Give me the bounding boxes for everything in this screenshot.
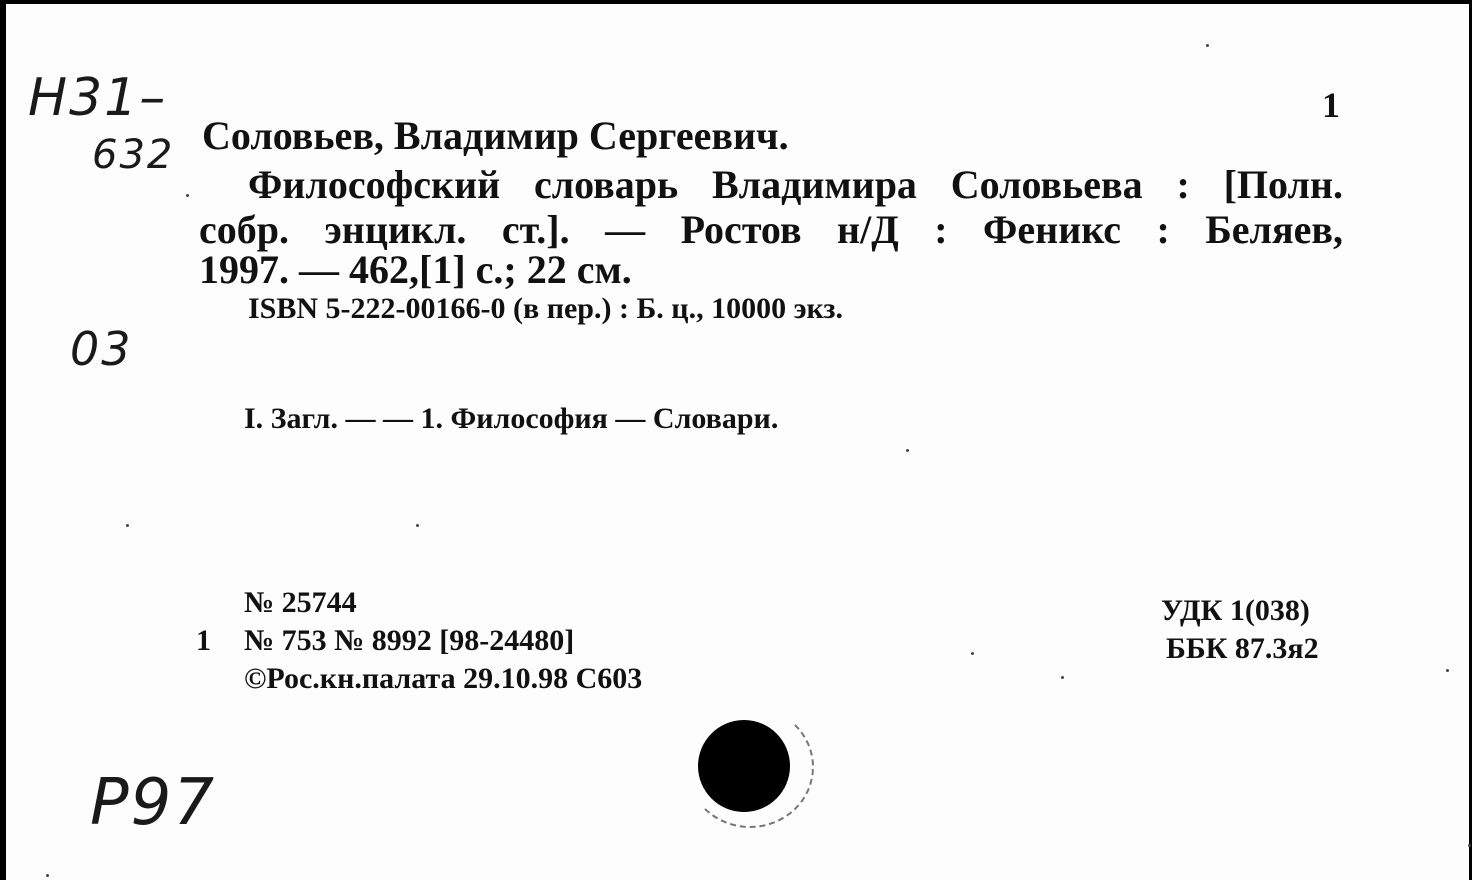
card-number: 1 [1322,85,1340,125]
title-line-2: собр. энцикл. ст.]. — Ростов н/Д : Феникс : Беляев, [199,207,1343,252]
handwritten-location-code: Р97 [90,766,217,840]
speck [416,524,419,527]
isbn-line: ISBN 5-222-00166-0 (в пер.) : Б. ц., 10000 экз. [248,292,843,325]
speck [1061,676,1064,679]
copyright-line: ©Рос.кн.палата 29.10.98 С603 [244,662,643,695]
card-marker: 1 [196,624,211,657]
handwritten-section-code: 03 [70,322,133,376]
title-line-1: Философский словарь Владимира Соловьева : [Полн. [248,162,1343,207]
handwritten-shelf-code: Н31– [28,68,168,128]
index-terms: I. Загл. — — 1. Философия — Словари. [244,402,779,435]
speck [1446,669,1449,672]
udk-code: УДК 1(038) [1161,594,1310,627]
speck [971,652,974,655]
registration-number: № 25744 [244,586,357,619]
punch-hole [698,720,790,812]
speck [906,449,909,452]
speck [46,874,49,877]
title-line-3: 1997. — 462,[1] с.; 22 см. [199,247,632,292]
speck [1468,844,1471,847]
author-heading: Соловьев, Владимир Сергеевич. [202,113,789,158]
speck [1206,44,1209,47]
bbk-code: ББК 87.3я2 [1166,632,1319,665]
order-numbers: № 753 № 8992 [98-24480] [244,624,575,657]
speck [186,194,189,197]
handwritten-author-mark: 632 [92,132,175,178]
speck [126,524,129,527]
